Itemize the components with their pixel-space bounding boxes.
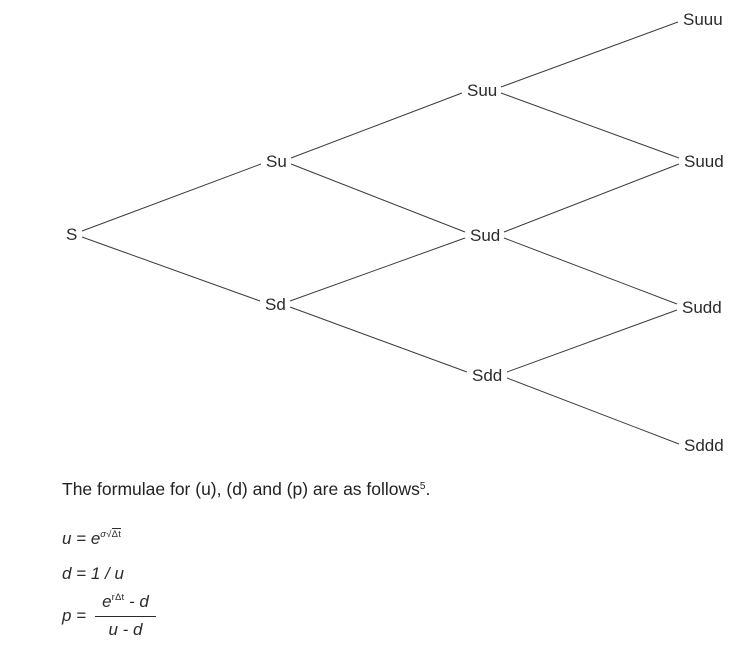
fraction [95,592,156,640]
edge-Sud-Sudd [504,238,677,304]
formula-u-base: u = e [62,529,101,548]
edge-Sud-Suud [504,164,679,232]
tree-node-label-Su: Su [266,152,287,171]
edge-Sdd-Sddd [507,378,679,444]
formula-d-text: d = 1 / u [62,564,124,583]
edge-Sdd-Sudd [507,310,677,372]
tree-node-label-Sdd: Sdd [472,366,503,385]
edge-Sd-Sdd [290,307,467,372]
formula-p [62,592,156,640]
formula-u [62,529,121,549]
footnote-marker: 5 [419,481,426,493]
formula-p-num-base: e [102,592,112,611]
tree-node-label-Sud: Sud [470,226,501,245]
formula-p-num-sup: rΔt [111,592,125,603]
edge-Su-Sud [291,164,465,232]
tree-node-label-Sd: Sd [265,295,286,314]
tree-node-label-Sddd: Sddd [684,436,724,455]
formula-d [62,564,124,584]
formula-u-sup-sigma: σ [100,529,107,540]
tree-node-label-S: S [66,225,78,244]
tree-node-label-Sudd: Sudd [682,298,722,317]
fraction-numerator [95,592,156,617]
formula-u-radicand: Δt [111,529,122,540]
formula-p-num-tail: - d [124,592,149,611]
tree-node-label-Suu: Suu [467,81,498,100]
edge-Su-Suu [291,93,462,158]
edge-S-Su [82,164,261,231]
intro-paragraph [62,479,430,500]
tree-node-label-Suuu: Suuu [683,10,723,29]
tree-node-label-Suud: Suud [684,152,724,171]
fraction-denominator: u - d [108,620,143,639]
intro-text: The formulae for (u), (d) and (p) are as follows [62,479,420,499]
formula-p-lhs: p = [62,606,87,625]
edge-Suu-Suuu [501,22,678,87]
edge-Sd-Sud [290,238,465,301]
edge-S-Sd [82,237,260,301]
edge-Suu-Suud [501,93,679,158]
radical-sign: √ [106,529,112,540]
intro-period: . [425,479,431,499]
